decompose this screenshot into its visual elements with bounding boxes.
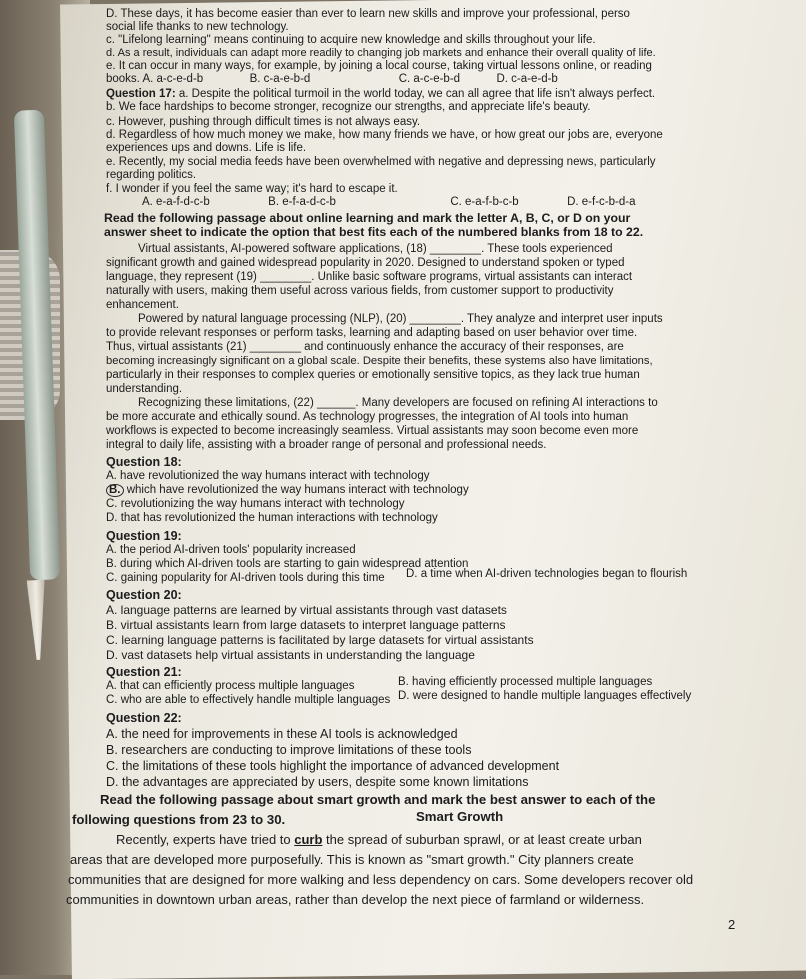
passage1-instruction-1: Read the following passage about online learning and mark the letter A, B, C, or D on your: [104, 211, 631, 225]
passage1-line-5: enhancement.: [106, 299, 179, 311]
passage1-line-14: workflows is expected to become increasingly seamless. Virtual assistants may soon become even more: [106, 425, 639, 437]
passage1-line-10: particularly in their responses to complex queries or emotionally sensitive topics, as they lack true human: [106, 369, 640, 381]
q20-option-b[interactable]: B. virtual assistants learn from large datasets to interpret language patterns: [106, 618, 506, 632]
q17-line-d: d. Regardless of how much money we make, how many friends we have, or how great our jobs are, everyone: [106, 129, 663, 141]
q22-option-a[interactable]: A. the need for improvements in these AI tools is acknowledged: [106, 727, 458, 741]
highlighted-word-curb: curb: [294, 832, 323, 847]
q17-line-b: b. We face hardships to become stronger, recognize our strengths, and appreciate life's beauty.: [106, 101, 591, 113]
q17-option-c[interactable]: C. e-a-f-b-c-b: [450, 196, 519, 208]
q19-option-d[interactable]: D. a time when AI-driven technologies began to flourish: [406, 568, 688, 580]
q21-label: Question 21:: [106, 665, 182, 679]
passage1-line-4: naturally with users, making them useful across various fields, from customer support to productivity: [106, 285, 614, 297]
passage2-line-1: [116, 832, 642, 848]
q17-line-d-cont: experiences ups and downs. Life is life.: [106, 142, 307, 154]
passage1-line-13: be more accurate and ethically sound. As technology progresses, the integration of AI tools into human: [106, 411, 629, 423]
passage2-title: Smart Growth: [416, 809, 504, 824]
q21-option-d[interactable]: D. were designed to handle multiple languages effectively: [398, 690, 692, 702]
q16-option-c[interactable]: C. a-c-e-b-d: [398, 73, 461, 85]
passage1-instruction-2: answer sheet to indicate the option that best fits each of the numbered blanks from 18 to 22.: [104, 225, 644, 239]
q17-line-e: e. Recently, my social media feeds have been overwhelmed with negative and depressing news, particularly: [106, 156, 656, 168]
q20-label: Question 20:: [106, 588, 182, 602]
q18-option-b[interactable]: [106, 484, 469, 497]
q17-options-row: [142, 196, 635, 209]
q20-option-a[interactable]: A. language patterns are learned by virtual assistants through vast datasets: [106, 603, 507, 617]
passage2-line-1-post: the spread of suburban sprawl, or at least create urban: [322, 832, 642, 847]
q17-line-f: f. I wonder if you feel the same way; it's hard to escape it.: [106, 183, 398, 195]
passage1-line-9: becoming increasingly significant on a global scale. Despite their benefits, these systems also have limitations,: [106, 355, 653, 367]
q17-line-e-cont: regarding politics.: [106, 169, 197, 181]
passage1-line-12: Recognizing these limitations, (22) ______. Many developers are focused on refining AI interactions to: [138, 397, 658, 409]
passage2-line-2: areas that are developed more purposefully. This is known as "smart growth." City planners create: [70, 852, 634, 867]
passage2-line-4: communities in downtown urban areas, rather than develop the next piece of farmland or wilderness.: [66, 892, 645, 907]
q16-line-d2: d. As a result, individuals can adapt more readily to changing job markets and enhance their overall quality of life.: [106, 47, 656, 59]
q18-option-a[interactable]: A. have revolutionized the way humans interact with technology: [106, 470, 430, 482]
passage1-line-11: understanding.: [106, 383, 183, 395]
passage2-instruction-2: following questions from 23 to 30.: [72, 812, 286, 827]
passage1-line-1: Virtual assistants, AI-powered software applications, (18) ________. These tools experienced: [138, 243, 613, 255]
q16-line-e: e. It can occur in many ways, for example, by joining a local course, taking virtual lessons online, or reading: [106, 60, 652, 72]
passage2-line-3: communities that are designed for more walking and less dependency on cars. Some developers recover old: [68, 872, 694, 887]
q17-line-c: c. However, pushing through difficult times is not always easy.: [106, 116, 421, 128]
passage1-line-6: Powered by natural language processing (NLP), (20) ________. They analyze and interpret user inputs: [138, 313, 663, 325]
passage1-line-7: to provide relevant responses or perform tasks, learning and adapting based on user behavior over time.: [106, 327, 638, 339]
q19-option-b[interactable]: B. during which AI-driven tools are starting to gain widespread attention: [106, 558, 469, 570]
q17-line-a: [106, 88, 655, 101]
page-number: 2: [728, 917, 736, 932]
q20-option-c[interactable]: C. learning language patterns is facilitated by large datasets for virtual assistants: [106, 633, 534, 647]
q18-option-b-text: which have revolutionized the way humans interact with technology: [126, 484, 469, 496]
q22-option-c[interactable]: C. the limitations of these tools highlight the importance of advanced development: [106, 759, 560, 773]
q18-option-d[interactable]: D. that has revolutionized the human interactions with technology: [106, 512, 438, 524]
q22-label: Question 22:: [106, 711, 182, 725]
q21-option-c[interactable]: C. who are able to effectively handle multiple languages: [106, 694, 391, 706]
q16-books: books.: [106, 73, 140, 85]
passage2-line-1-pre: Recently, experts have tried to: [116, 832, 295, 847]
q16-options-row: [106, 73, 558, 86]
q16-line-d: D. These days, it has become easier than ever to learn new skills and improve your professional, perso: [106, 8, 630, 20]
q19-option-c[interactable]: C. gaining popularity for AI-driven tools during this time: [106, 572, 385, 584]
q22-option-d[interactable]: D. the advantages are appreciated by users, despite some known limitations: [106, 775, 529, 789]
passage1-line-15: integral to daily life, assisting with a broader range of personal and professional needs.: [106, 439, 547, 451]
passage2-instruction-1: Read the following passage about smart growth and mark the best answer to each of the: [100, 792, 656, 807]
q17-label: Question 17:: [106, 88, 176, 100]
passage1-line-3: language, they represent (19) ________. Unlike basic software programs, virtual assistants can interact: [106, 271, 633, 283]
q17-sentence-a: a. Despite the political turmoil in the world today, we can all agree that life isn't always perfect.: [178, 88, 656, 100]
passage1-line-2: significant growth and gained widespread popularity in 2020. Designed to understand spoken or typed: [106, 257, 625, 269]
q16-line-c: c. "Lifelong learning" means continuing to acquire new knowledge and skills throughout your life.: [106, 34, 596, 46]
q20-option-d[interactable]: D. vast datasets help virtual assistants in understanding the language: [106, 648, 475, 662]
q16-option-a[interactable]: A. a-c-e-d-b: [142, 73, 204, 85]
q19-option-a[interactable]: A. the period AI-driven tools' popularity increased: [106, 544, 356, 556]
q18-option-c[interactable]: C. revolutionizing the way humans interact with technology: [106, 498, 405, 510]
q17-option-d[interactable]: D. e-f-c-b-d-a: [567, 196, 636, 208]
passage1-line-8: Thus, virtual assistants (21) ________ and continuously enhance the accuracy of their responses, are: [106, 341, 624, 353]
q21-option-b[interactable]: B. having efficiently processed multiple languages: [398, 676, 653, 688]
q18-selected-mark: B.: [106, 484, 124, 497]
q17-option-a[interactable]: A. e-a-f-d-c-b: [142, 196, 210, 208]
q21-option-a[interactable]: A. that can efficiently process multiple languages: [106, 680, 355, 692]
q16-option-b[interactable]: B. c-a-e-b-d: [249, 73, 311, 85]
q16-line-d-cont: social life thanks to new technology.: [106, 21, 289, 33]
q22-option-b[interactable]: B. researchers are conducting to improve limitations of these tools: [106, 743, 472, 757]
q16-option-d[interactable]: D. c-a-e-d-b: [496, 73, 558, 85]
q18-label: Question 18:: [106, 455, 182, 469]
q19-label: Question 19:: [106, 529, 182, 543]
q17-option-b[interactable]: B. e-f-a-d-c-b: [268, 196, 336, 208]
